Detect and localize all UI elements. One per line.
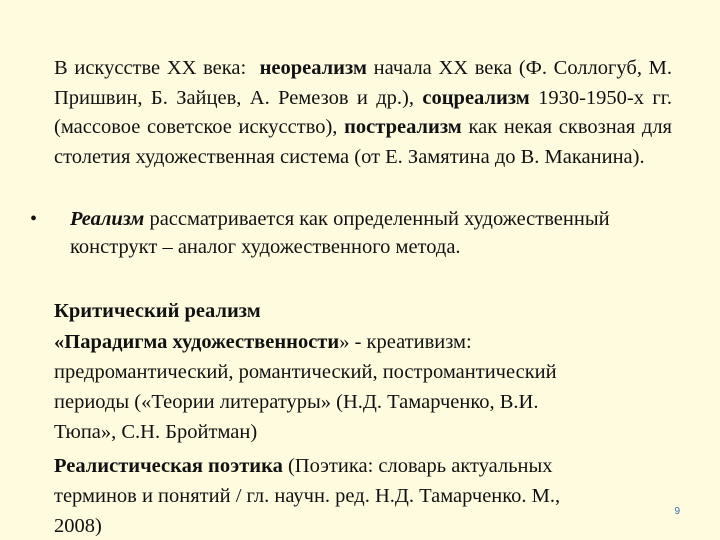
page-number: 9 — [674, 506, 680, 517]
poetics-rest: (Поэтика: словарь актуальных — [282, 455, 553, 477]
poetics-line-3: 2008) — [54, 515, 102, 537]
postrealism-text: как некая сквозная для столетия художественная система (от Е. Замятина до В. Маканина). — [54, 116, 672, 168]
poetics-term: Реалистическая поэтика — [54, 455, 283, 477]
intro-text: В искусстве XX века: — [54, 57, 247, 79]
bullet-text — [70, 205, 660, 261]
realism-term: Реализм — [70, 208, 145, 230]
neorealism-text: начала XX века (Ф. Соллогуб, М. Пришвин, Б. Зайцев, А. Ремезов и др.), — [54, 57, 672, 109]
socrealism-text: 1930-1950-х гг. (массовое советское искусство), — [54, 86, 672, 138]
paradigm-line-3: периоды («Теории литературы» (Н.Д. Тамарченко, В.И. — [54, 391, 539, 413]
socrealism-term: соцреализм — [422, 86, 530, 109]
paradigm-rest: » - креативизм: — [339, 331, 472, 353]
poetics-line-1 — [54, 452, 553, 480]
paradigm-line-4: Тюпа», С.Н. Бройтман) — [54, 421, 258, 443]
critical-realism-label: Критический реализм — [54, 300, 261, 322]
neorealism-term: неореализм — [259, 57, 367, 79]
bullet-marker: • — [30, 208, 38, 230]
intro-paragraph — [54, 54, 672, 172]
paradigm-term: Парадигма художественности — [64, 331, 340, 353]
critical-realism-heading — [54, 297, 261, 325]
paradigm-line-2: предромантический, романтический, постромантический — [54, 361, 557, 383]
postrealism-term: постреализм — [344, 116, 462, 138]
paradigm-line-1 — [54, 328, 472, 356]
poetics-line-2: терминов и понятий / гл. научн. ред. Н.Д. Тамарченко. М., — [54, 485, 561, 507]
paradigm-open-quote: « — [54, 331, 65, 353]
realism-text: рассматривается как определенный художественный конструкт – аналог художественного метода. — [70, 208, 610, 258]
